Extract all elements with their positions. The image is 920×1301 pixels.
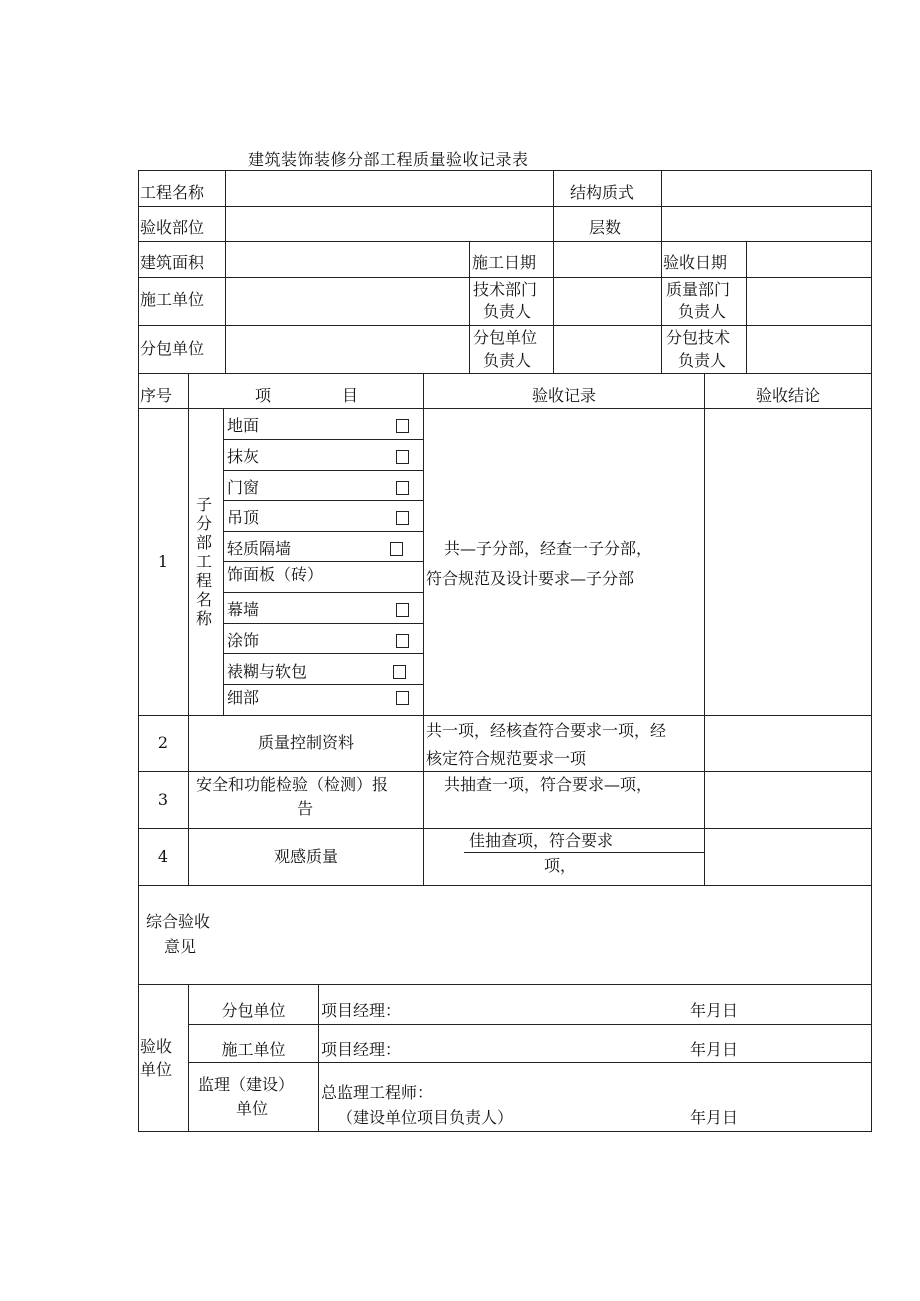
con-unit-manager: 项目经理： — [321, 1040, 402, 1059]
construction-date-label: 施工日期 — [472, 253, 537, 272]
sup-unit-label-line2: 单位 — [236, 1099, 269, 1118]
subitem-wallpaper: 裱糊与软包 — [227, 662, 308, 681]
quality-dept-label: 质量部门 — [666, 280, 731, 299]
checkbox-plaster[interactable] — [396, 450, 409, 464]
row4-label: 观感质量 — [273, 847, 338, 866]
sup-unit-date: 年月日 — [690, 1108, 739, 1127]
checkbox-ceiling[interactable] — [396, 511, 409, 525]
con-unit-label: 施工单位 — [221, 1040, 286, 1059]
tech-dept-head-label: 负责人 — [483, 302, 532, 321]
floors-label: 层数 — [589, 218, 622, 237]
con-unit-date: 年月日 — [690, 1040, 739, 1059]
subcontractor-label: 分包单位 — [140, 339, 205, 358]
sub-unit-label: 分包单位 — [221, 1001, 286, 1020]
sub-unit-head-label-2: 负责人 — [483, 351, 532, 370]
acceptance-date-label: 验收日期 — [663, 253, 728, 272]
record-header: 验收记录 — [531, 386, 596, 405]
row2-record-line2: 核定符合规范要求一项 — [426, 749, 587, 768]
subitem-facing-panel: 饰面板（砖） — [227, 565, 324, 584]
sup-unit-label-line1: 监理（建设） — [198, 1075, 295, 1094]
row2-label: 质量控制资料 — [257, 733, 354, 752]
subitem-coating: 涂饰 — [227, 631, 260, 650]
row1-label: 子分部工程名称 — [195, 495, 212, 628]
opinion-label-line1: 综合验收 — [146, 912, 211, 931]
units-label-line2: 单位 — [140, 1060, 173, 1079]
sup-owner: （建设单位项目负责人） — [337, 1108, 514, 1127]
row3-seq: 3 — [157, 790, 169, 809]
sub-tech-head-label: 负责人 — [678, 351, 727, 370]
building-area-label: 建筑面积 — [140, 253, 205, 272]
row2-seq: 2 — [157, 733, 169, 752]
sub-unit-manager: 项目经理： — [321, 1001, 402, 1020]
item-header-b: 目 — [342, 386, 359, 405]
floors-field[interactable] — [662, 207, 870, 241]
subitem-curtain-wall: 幕墙 — [227, 600, 260, 619]
checkbox-coating[interactable] — [396, 634, 409, 648]
checkbox-partition[interactable] — [390, 542, 403, 556]
subitem-plaster: 抹灰 — [227, 447, 260, 466]
checkbox-details[interactable] — [396, 691, 409, 705]
project-name-label: 工程名称 — [140, 183, 205, 202]
construction-unit-label: 施工单位 — [140, 290, 205, 309]
row4-seq: 4 — [157, 847, 169, 866]
opinion-field[interactable] — [225, 890, 865, 978]
units-label-line1: 验收 — [140, 1037, 173, 1056]
checkbox-curtain-wall[interactable] — [396, 603, 409, 617]
subitem-doors-windows: 门窗 — [227, 478, 260, 497]
sub-unit-head-label: 分包单位 — [473, 328, 538, 347]
row4-record-line2: 项， — [544, 856, 577, 875]
row1-record-line1: 共—子分部，经查一子分部， — [444, 539, 653, 558]
subitem-floor: 地面 — [227, 416, 260, 435]
conclusion-header: 验收结论 — [755, 386, 820, 405]
row3-label-line2: 告 — [297, 799, 314, 818]
subitem-partition: 轻质隔墙 — [227, 539, 292, 558]
sup-engineer: 总监理工程师： — [321, 1083, 434, 1102]
acceptance-part-field[interactable] — [226, 207, 552, 241]
row4-record-line1: 佳抽查项，符合要求 — [469, 831, 614, 850]
row3-label-line1: 安全和功能检验（检测）报 — [196, 775, 389, 794]
row2-record-line1: 共一项，经核查符合要求一项，经 — [426, 721, 667, 740]
quality-dept-head-label: 负责人 — [678, 302, 727, 321]
tech-dept-label: 技术部门 — [473, 280, 538, 299]
structure-type-label: 结构质式 — [570, 183, 635, 202]
row3-record: 共抽查一项，符合要求—项， — [444, 775, 653, 794]
subitem-ceiling: 吊顶 — [227, 508, 260, 527]
sub-tech-label: 分包技术 — [666, 328, 731, 347]
checkbox-floor[interactable] — [396, 419, 409, 433]
row1-record-line2: 符合规范及设计要求—子分部 — [426, 569, 635, 588]
opinion-label-line2: 意见 — [164, 937, 197, 956]
seq-header: 序号 — [140, 386, 173, 405]
checkbox-doors-windows[interactable] — [396, 481, 409, 495]
acceptance-part-label: 验收部位 — [140, 218, 205, 237]
structure-type-field[interactable] — [662, 171, 870, 206]
checkbox-wallpaper[interactable] — [393, 665, 406, 679]
subitem-details: 细部 — [227, 688, 260, 707]
sub-unit-date: 年月日 — [690, 1001, 739, 1020]
item-header-a: 项 — [255, 386, 272, 405]
page-title: 建筑装饰装修分部工程质量验收记录表 — [248, 150, 529, 169]
row1-seq: 1 — [157, 552, 169, 571]
project-name-field[interactable] — [226, 171, 552, 206]
